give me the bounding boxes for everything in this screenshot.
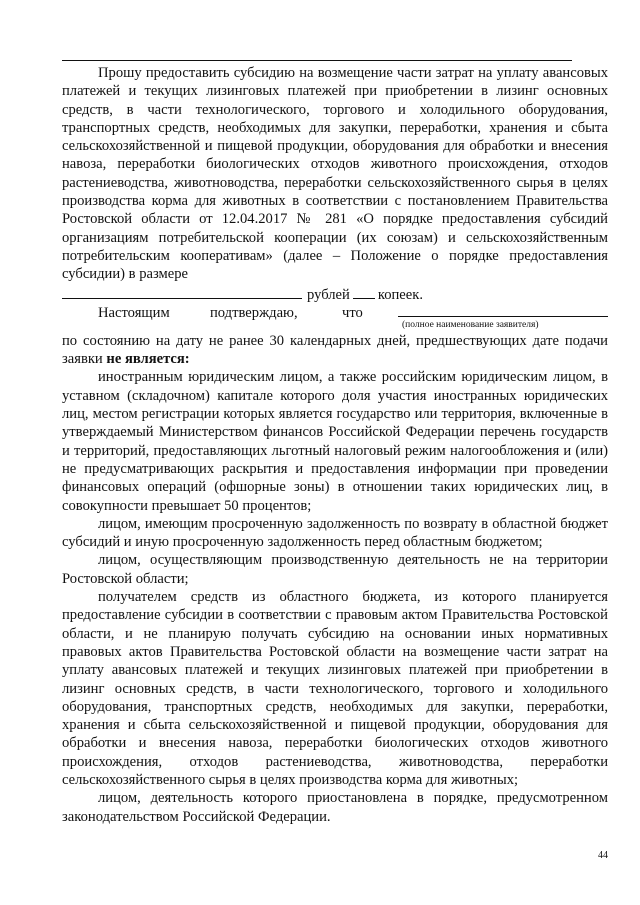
request-paragraph <box>62 64 608 284</box>
top-rule-line <box>62 60 572 61</box>
amount-rubles-blank[interactable] <box>62 284 302 299</box>
applicant-caption: (полное наименование заявителя) <box>402 319 539 330</box>
amount-rub-label: рублей <box>307 286 350 303</box>
applicant-name-blank[interactable] <box>398 316 608 317</box>
status-text-bold: не является: <box>106 351 190 368</box>
status-text: по состоянию на дату не ранее 30 календарных дней, предшествующих дате подачи заявки <box>62 332 608 368</box>
confirm-word-1: Настоящим <box>98 304 170 321</box>
page-number: 44 <box>598 850 608 861</box>
status-paragraph <box>62 332 608 369</box>
condition-item: иностранным юридическим лицом, а также российским юридическим лицом, в уставном (складочном) капитале которого доля участия иностранных юридических лиц, местом регистрации которых является государство или территория, включенные в утверждаемый Министерством финансов Российской Федерации перечень государств и территорий, предоставляющих льготный налоговый режим налогообложения и (или) не предусматривающих раскрытия и предоставления информации при проведении финансовых операций (офшорные зоны) в отношении таких юридических лиц, в совокупности превышает 50 процентов; <box>62 369 608 514</box>
confirm-word-3: что <box>342 304 363 321</box>
confirm-row <box>62 304 608 332</box>
condition-item: лицом, имеющим просроченную задолженность по возврату в областной бюджет субсидий и иную просроченную задолженность перед областным бюджетом; <box>62 515 608 551</box>
condition-item: лицом, деятельность которого приостановлена в порядке, предусмотренном законодательством Российской Федерации. <box>62 790 608 825</box>
request-text: Прошу предоставить субсидию на возмещение части затрат на уплату авансовых платежей и текущих лизинговых платежей при приобретении в лизинг основных средств, в части технологического, торгового и холодильного оборудования, транспортных средств, необходимых для закупки, переработки, хранения и сбыта сельскохозяйственной и пищевой продукции, оборудования для обработки и внесения навоза, переработки биологических отходов животного происхождения, отходов растениеводства, животноводства, переработки сельскохозяйственного сырья в целях производства корма для животных в соответствии с постановлением Правительства Ростовской области от 12.04.2017 № 281 «О порядке предоставления субсидий организациям потребительской кооперации (их союзам) и сельскохозяйственным потребительским кооперативам» (далее – Положение о порядке предоставления субсидии) в размере <box>62 65 608 283</box>
document-page <box>62 60 608 826</box>
condition-item: лицом, осуществляющим производственную деятельность не на территории Ростовской области; <box>62 552 608 587</box>
amount-line <box>62 284 608 304</box>
condition-item: получателем средств из областного бюджета, из которого планируется предоставление субсидии в соответствии с правовым актом Правительства Ростовской области, и не планирую получать субсидию на основании иных нормативных правовых актов Правительства Ростовской области на возмещение части затрат на уплату авансовых платежей и текущих лизинговых платежей при приобретении в лизинг основных средств, в части технологического, торгового и холодильного оборудования, транспортных средств, необходимых для закупки, переработки, хранения и сбыта сельскохозяйственной и пищевой продукции, оборудования для обработки и внесения навоза, переработки биологических отходов животного происхождения, отходов растениеводства, животноводства, переработки сельскохозяйственного сырья в целях производства корма для животных; <box>62 589 608 788</box>
confirm-word-2: подтверждаю, <box>210 304 298 321</box>
amount-kop-label: копеек. <box>377 286 423 303</box>
amount-kopecks-blank[interactable] <box>353 284 375 299</box>
